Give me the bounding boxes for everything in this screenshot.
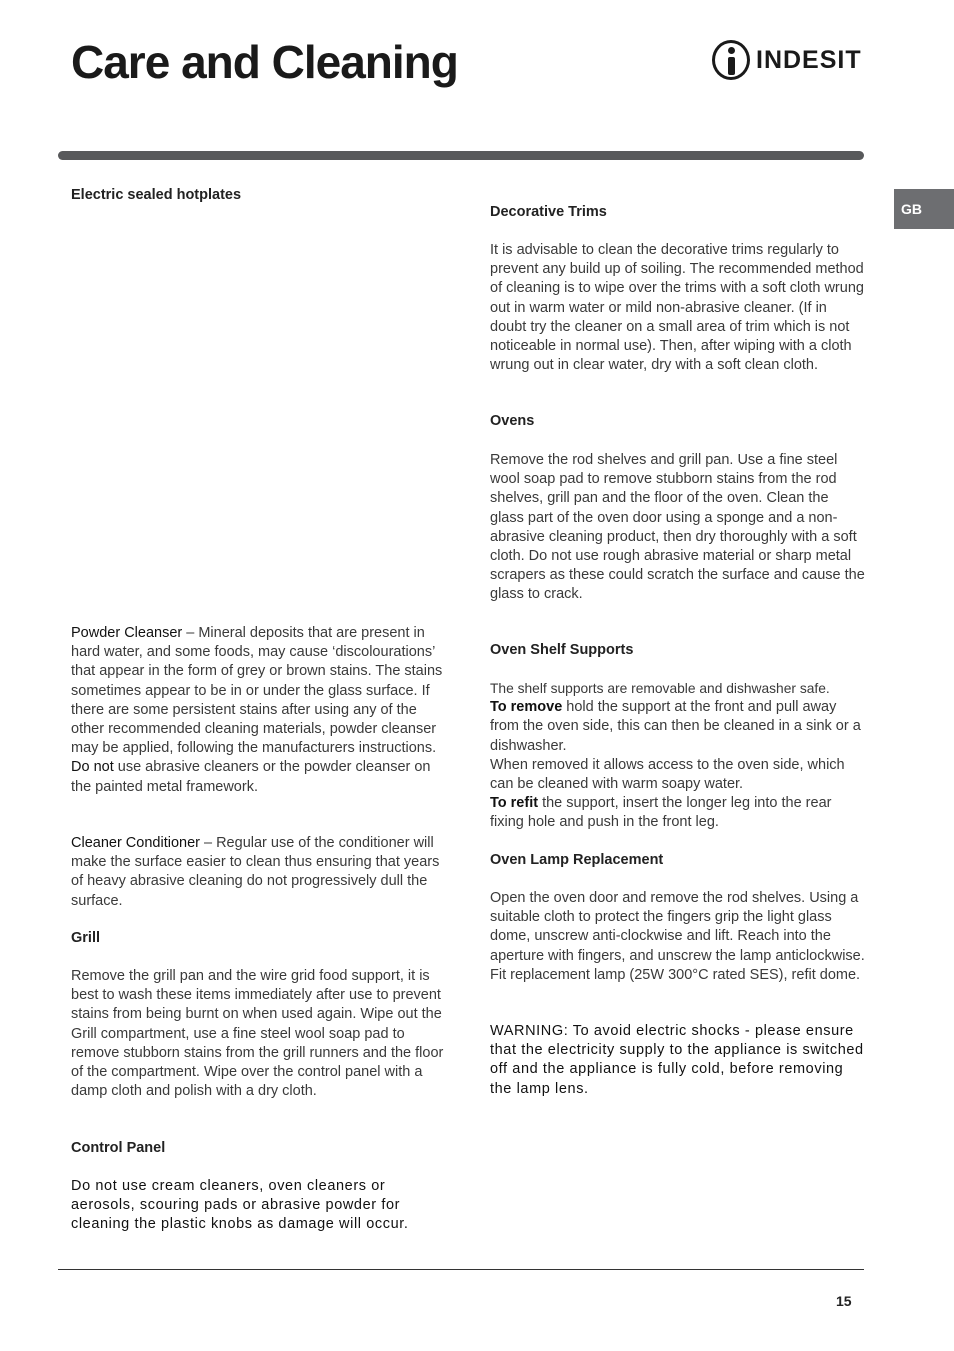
to-refit-label: To refit [490, 795, 539, 812]
footer-divider [58, 1269, 864, 1270]
powder-cleanser-text-2: use abrasive cleaners or the powder cleanser on the painted metal framework. [71, 759, 431, 795]
page-title: Care and Cleaning [71, 36, 458, 88]
powder-cleanser-text: – Mineral deposits that are present in hard water, and some foods, may cause ‘discolourations’ that appear in the form of grey or brown stains. The stains sometimes appear to be in or under the glass surface. If there are some persistent stains after using any of the other recommended cleaning materials, powder cleanser may be applied, following the manufacturers instructions. [71, 625, 443, 757]
oven-lamp-paragraph: Open the oven door and remove the rod shelves. Using a suitable cloth to protect the fingers grip the light glass dome, unscrew anti-clockwise and lift. Reach into the aperture with fingers, and unscrew the lamp anticlockwise. Fit replacement lamp (25W 300°C rated SES), refit dome. [490, 890, 865, 983]
grill-paragraph: Remove the grill pan and the wire grid food support, it is best to wash these items immediately after use to prevent stains from being burnt on when used again. Wipe out the Grill compartment, use a fine steel wool soap pad to remove stubborn stains from the grill runners and the floor of the compartment. Wipe over the control panel with a damp cloth and polish with a dry cloth. [71, 968, 444, 1100]
brand-name: INDESIT [756, 45, 862, 74]
shelf-remove-paragraph [490, 698, 865, 756]
oven-lamp-warning: WARNING: To avoid electric shocks - please ensure that the electricity supply to the appliance is switched off and the appliance is fully cold, before removing the lamp lens. [490, 1023, 864, 1097]
do-not-label: Do not [71, 759, 114, 776]
shelf-refit-paragraph [490, 794, 865, 832]
heading-grill: Grill [71, 930, 101, 946]
indesit-logo [712, 38, 864, 82]
powder-cleanser-label: Powder Cleanser [71, 625, 183, 641]
heading-oven-shelf-supports: Oven Shelf Supports [490, 642, 634, 658]
shelf-supports-intro: The shelf supports are removable and dishwasher safe. [490, 681, 830, 696]
control-panel-warning: Do not use cream cleaners, oven cleaners or aerosols, scouring pads or abrasive powder for cleaning the plastic knobs as damage will occur. [71, 1178, 409, 1233]
cleaner-conditioner-text: – Regular use of the conditioner will make the surface easier to clean thus ensuring that years of heavy abrasive cleaning do not progressively dull the surface. [71, 835, 440, 909]
ovens-paragraph: Remove the rod shelves and grill pan. Use a fine steel wool soap pad to remove stubborn stains from the rod shelves, grill pan and the floor of the oven. Clean the glass part of the oven door using a sponge and a non-abrasive cleaning product, then dry thoroughly with a soft cloth. Do not use rough abrasive material or sharp metal scrapers as these could scratch the surface and cause the glass to crack. [490, 452, 865, 603]
to-remove-text: hold the support at the front and pull away from the oven side, this can then be cleaned in a sink or a dishwasher. [490, 699, 861, 754]
cleaner-conditioner-paragraph [71, 834, 446, 911]
header-divider [58, 151, 864, 160]
page-number: 15 [836, 1293, 852, 1309]
to-remove-label: To remove [490, 699, 563, 716]
heading-control-panel: Control Panel [71, 1140, 166, 1156]
heading-ovens: Ovens [490, 413, 535, 429]
decorative-trims-paragraph: It is advisable to clean the decorative trims regularly to prevent any build up of soiling. The recommended method of cleaning is to wipe over the trims with a soft cloth wrung out in warm water or mild non-abrasive cleaner. (If in doubt try the cleaner on a small area of trim which is not noticeable in normal use). Then, after wiping with a cloth wrung out in clear water, dry with a soft clean cloth. [490, 242, 864, 374]
heading-electric-hotplates: Electric sealed hotplates [71, 187, 242, 203]
language-tab: GB [894, 189, 954, 229]
powder-cleanser-paragraph [71, 624, 446, 797]
to-refit-text: the support, insert the longer leg into the rear fixing hole and push in the front leg. [490, 795, 832, 831]
shelf-access-paragraph: When removed it allows access to the oven side, which can be cleaned with warm soapy water. [490, 756, 845, 793]
shelf-supports-block [490, 679, 865, 833]
heading-decorative-trims: Decorative Trims [490, 204, 607, 220]
cleaner-conditioner-label: Cleaner Conditioner [71, 835, 200, 851]
heading-oven-lamp-replacement: Oven Lamp Replacement [490, 852, 664, 868]
indesit-logo-icon [712, 40, 750, 80]
